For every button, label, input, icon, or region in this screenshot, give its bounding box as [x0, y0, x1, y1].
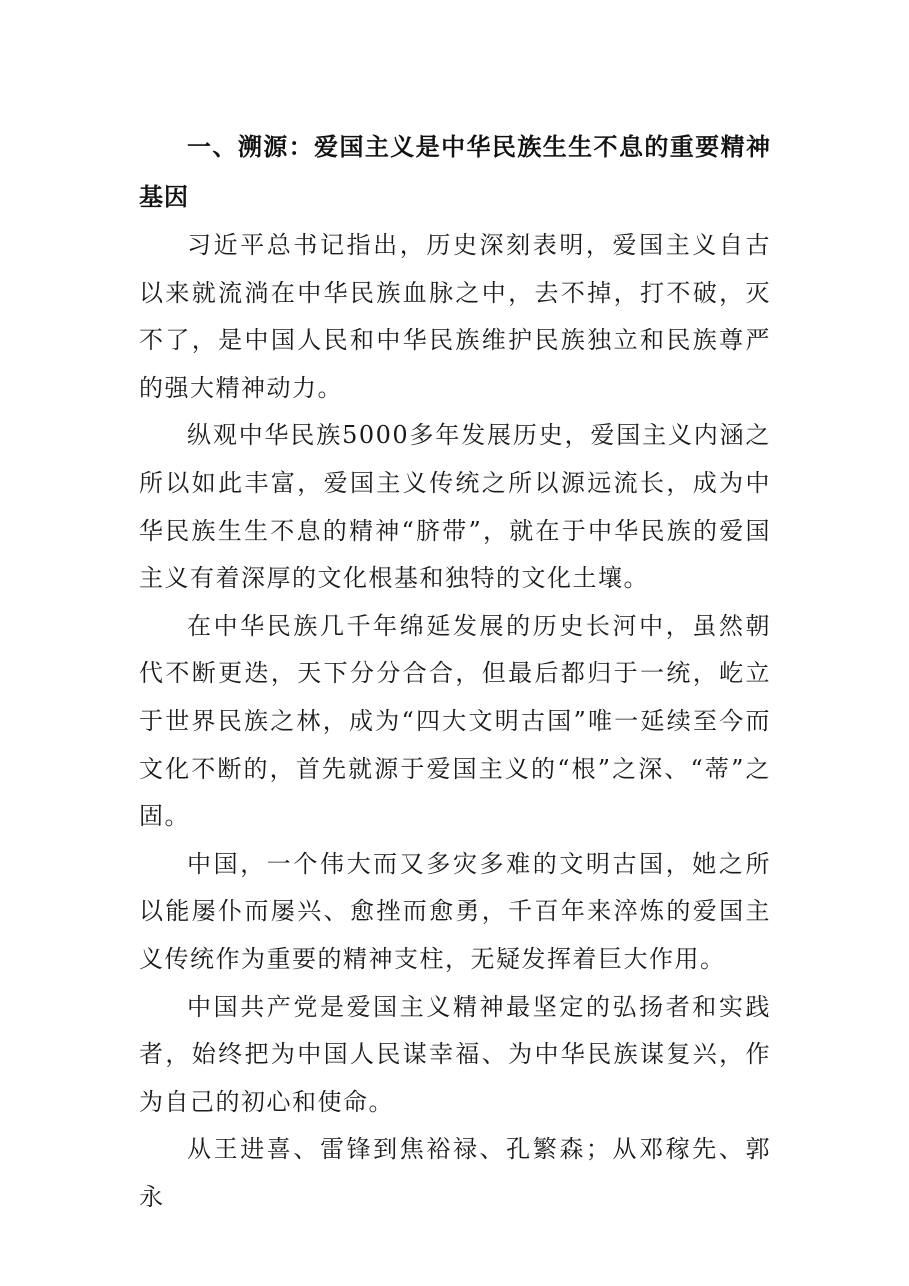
document-body: [139, 122, 771, 1221]
paragraph: 在中华民族几千年绵延发展的历史长河中，虽然朝代不断更迭，天下分分合合，但最后都归于一统，屹立于世界民族之林，成为“四大文明古国”唯一延续至今而文化不断的，首先就源于爱国主义的“根”之深、“蒂”之固。: [139, 611, 771, 831]
section-heading: 一、溯源：爱国主义是中华民族生生不息的重要精神基因: [139, 133, 771, 211]
paragraph: 从王进喜、雷锋到焦裕禄、孔繁森；从邓稼先、郭永: [139, 1135, 771, 1211]
paragraph: 纵观中华民族5000多年发展历史，爱国主义内涵之所以如此丰富，爱国主义传统之所以源远流长，成为中华民族生生不息的精神“脐带”，就在于中华民族的爱国主义有着深厚的文化根基和独特的文化土壤。: [139, 421, 771, 593]
paragraph: 习近平总书记指出，历史深刻表明，爱国主义自古以来就流淌在中华民族血脉之中，去不掉，打不破，灭不了，是中国人民和中华民族维护民族独立和民族尊严的强大精神动力。: [139, 231, 771, 402]
paragraph: 中国，一个伟大而又多灾多难的文明古国，她之所以能屡仆而屡兴、愈挫而愈勇，千百年来淬炼的爱国主义传统作为重要的精神支柱，无疑发挥着巨大作用。: [139, 849, 771, 973]
paragraph: 中国共产党是爱国主义精神最坚定的弘扬者和实践者，始终把为中国人民谋幸福、为中华民族谋复兴，作为自己的初心和使命。: [139, 992, 771, 1116]
